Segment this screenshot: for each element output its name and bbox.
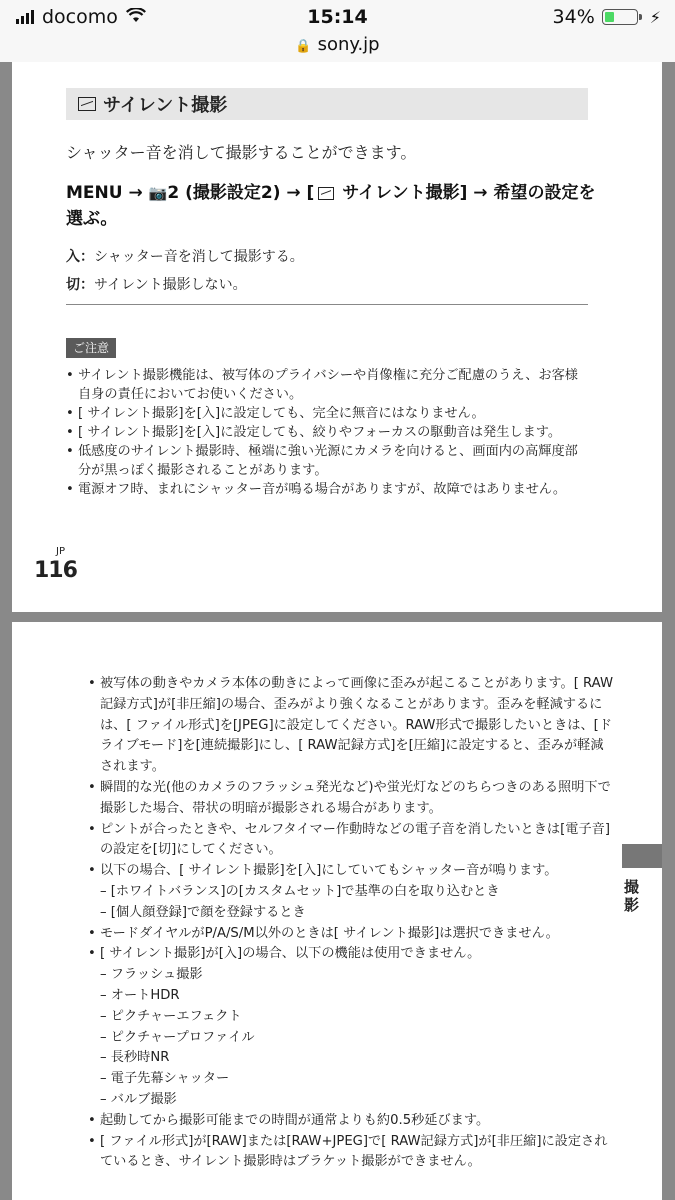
sub-list-item: – 長秒時NR bbox=[100, 1050, 170, 1066]
list-item: • [ サイレント撮影]が[入]の場合、以下の機能は使用できません。 bbox=[88, 944, 616, 965]
list-item: • 以下の場合、[ サイレント撮影]を[入]にしていてもシャッター音が鳴ります。 bbox=[88, 861, 616, 882]
section-title-text: サイレント撮影 bbox=[103, 95, 228, 116]
option-key: 切： bbox=[66, 277, 94, 293]
camera-icon: 📷 bbox=[148, 184, 168, 202]
menu-path-part: MENU → bbox=[66, 183, 149, 203]
sub-list-item: – オートHDR bbox=[100, 987, 180, 1003]
lead-text: シャッター音を消して撮影することができます。 bbox=[66, 143, 417, 162]
sub-list-item: – [ホワイトバランス]の[カスタムセット]で基準の白を取り込むとき bbox=[100, 883, 500, 899]
charging-icon: ⚡ bbox=[649, 7, 661, 27]
url-text: sony.jp bbox=[317, 34, 380, 55]
list-item: • 電源オフ時、まれにシャッター音が鳴る場合がありますが、故障ではありません。 bbox=[66, 480, 586, 499]
page-lang: JP bbox=[56, 546, 65, 557]
notes-list bbox=[88, 674, 616, 1173]
option-text: シャッター音を消して撮影する。 bbox=[94, 249, 304, 265]
list-item: • [ ファイル形式]が[RAW]または[RAW+JPEG]で[ RAW記録方式]が[非圧縮]に設定されているとき、サイレント撮影時はブラケット撮影ができません。 bbox=[88, 1132, 616, 1174]
menu-path bbox=[66, 180, 596, 232]
sub-list-item: – ピクチャーエフェクト bbox=[100, 1008, 242, 1024]
section-title bbox=[66, 88, 588, 120]
status-bar bbox=[0, 0, 675, 62]
notice-list bbox=[66, 366, 586, 499]
sub-list-item: – ピクチャープロファイル bbox=[100, 1029, 255, 1045]
list-item: • ピントが合ったときや、セルフタイマー作動時などの電子音を消したいときは[電子音]の設定を[切]にしてください。 bbox=[88, 820, 616, 862]
list-item: • [ サイレント撮影]を[入]に設定しても、完全に無音にはなりません。 bbox=[66, 404, 586, 423]
menu-path-part: 2 (撮影設定2) → [ bbox=[167, 183, 315, 203]
option-on bbox=[66, 246, 304, 266]
list-item: • 被写体の動きやカメラ本体の動きによって画像に歪みが起こることがあります。[ RAW記録方式]が[非圧縮]の場合、歪みがより強くなることがあります。歪みを軽減するには、[ ファイル形式]を[JPEG]に設定してください。RAW形式で撮影したいときは、[ドライブモード]を[連続撮影]にし、[ RAW記録方式]を[圧縮]に設定すると、歪みが軽減されます。 bbox=[88, 674, 616, 778]
clock: 15:14 bbox=[307, 6, 368, 28]
list-item: • 起動してから撮影可能までの時間が通常よりも約0.5秒延びます。 bbox=[88, 1111, 616, 1132]
option-off bbox=[66, 274, 247, 294]
lock-icon: 🔒 bbox=[295, 39, 312, 54]
sub-list-item: – 電子先幕シャッター bbox=[100, 1071, 230, 1087]
battery-icon bbox=[602, 9, 638, 25]
list-item: • 瞬間的な光(他のカメラのフラッシュ発光など)や蛍光灯などのちらつきのある照明下で撮影した場合、帯状の明暗が撮影される場合があります。 bbox=[88, 778, 616, 820]
list-item: • サイレント撮影機能は、被写体のプライバシーや肖像権に充分ご配慮のうえ、お客様自身の責任においてお使いください。 bbox=[66, 366, 586, 404]
silent-shooting-icon bbox=[78, 97, 96, 111]
option-key: 入： bbox=[66, 249, 94, 265]
address-bar[interactable] bbox=[0, 34, 675, 55]
silent-shooting-icon bbox=[318, 187, 334, 200]
option-text: サイレント撮影しない。 bbox=[94, 277, 247, 293]
sub-list-item: – [個人顔登録]で顔を登録するとき bbox=[100, 904, 306, 920]
manual-page-117 bbox=[12, 622, 662, 1200]
battery-area bbox=[553, 6, 661, 28]
manual-page-116 bbox=[12, 62, 662, 612]
carrier-name: docomo bbox=[42, 6, 118, 28]
sub-list-item: – バルブ撮影 bbox=[100, 1091, 177, 1107]
divider bbox=[66, 304, 588, 305]
list-item: • 低感度のサイレント撮影時、極端に強い光源にカメラを向けると、画面内の高輝度部分が黒っぽく撮影されることがあります。 bbox=[66, 442, 586, 480]
battery-percent: 34% bbox=[552, 6, 595, 28]
chapter-label: 撮影 bbox=[624, 878, 640, 914]
list-item: • モードダイヤルがP/A/S/M以外のときは[ サイレント撮影]は選択できません。 bbox=[88, 924, 616, 945]
menu-path-part: サイレント撮影] → 希望の設定を選ぶ。 bbox=[66, 183, 596, 229]
sub-list-item: – フラッシュ撮影 bbox=[100, 967, 203, 983]
list-item: • [ サイレント撮影]を[入]に設定しても、絞りやフォーカスの駆動音は発生します。 bbox=[66, 423, 586, 442]
chapter-tab bbox=[622, 844, 662, 868]
notice-label: ご注意 bbox=[66, 338, 116, 358]
page-number-value: 116 bbox=[34, 558, 77, 583]
